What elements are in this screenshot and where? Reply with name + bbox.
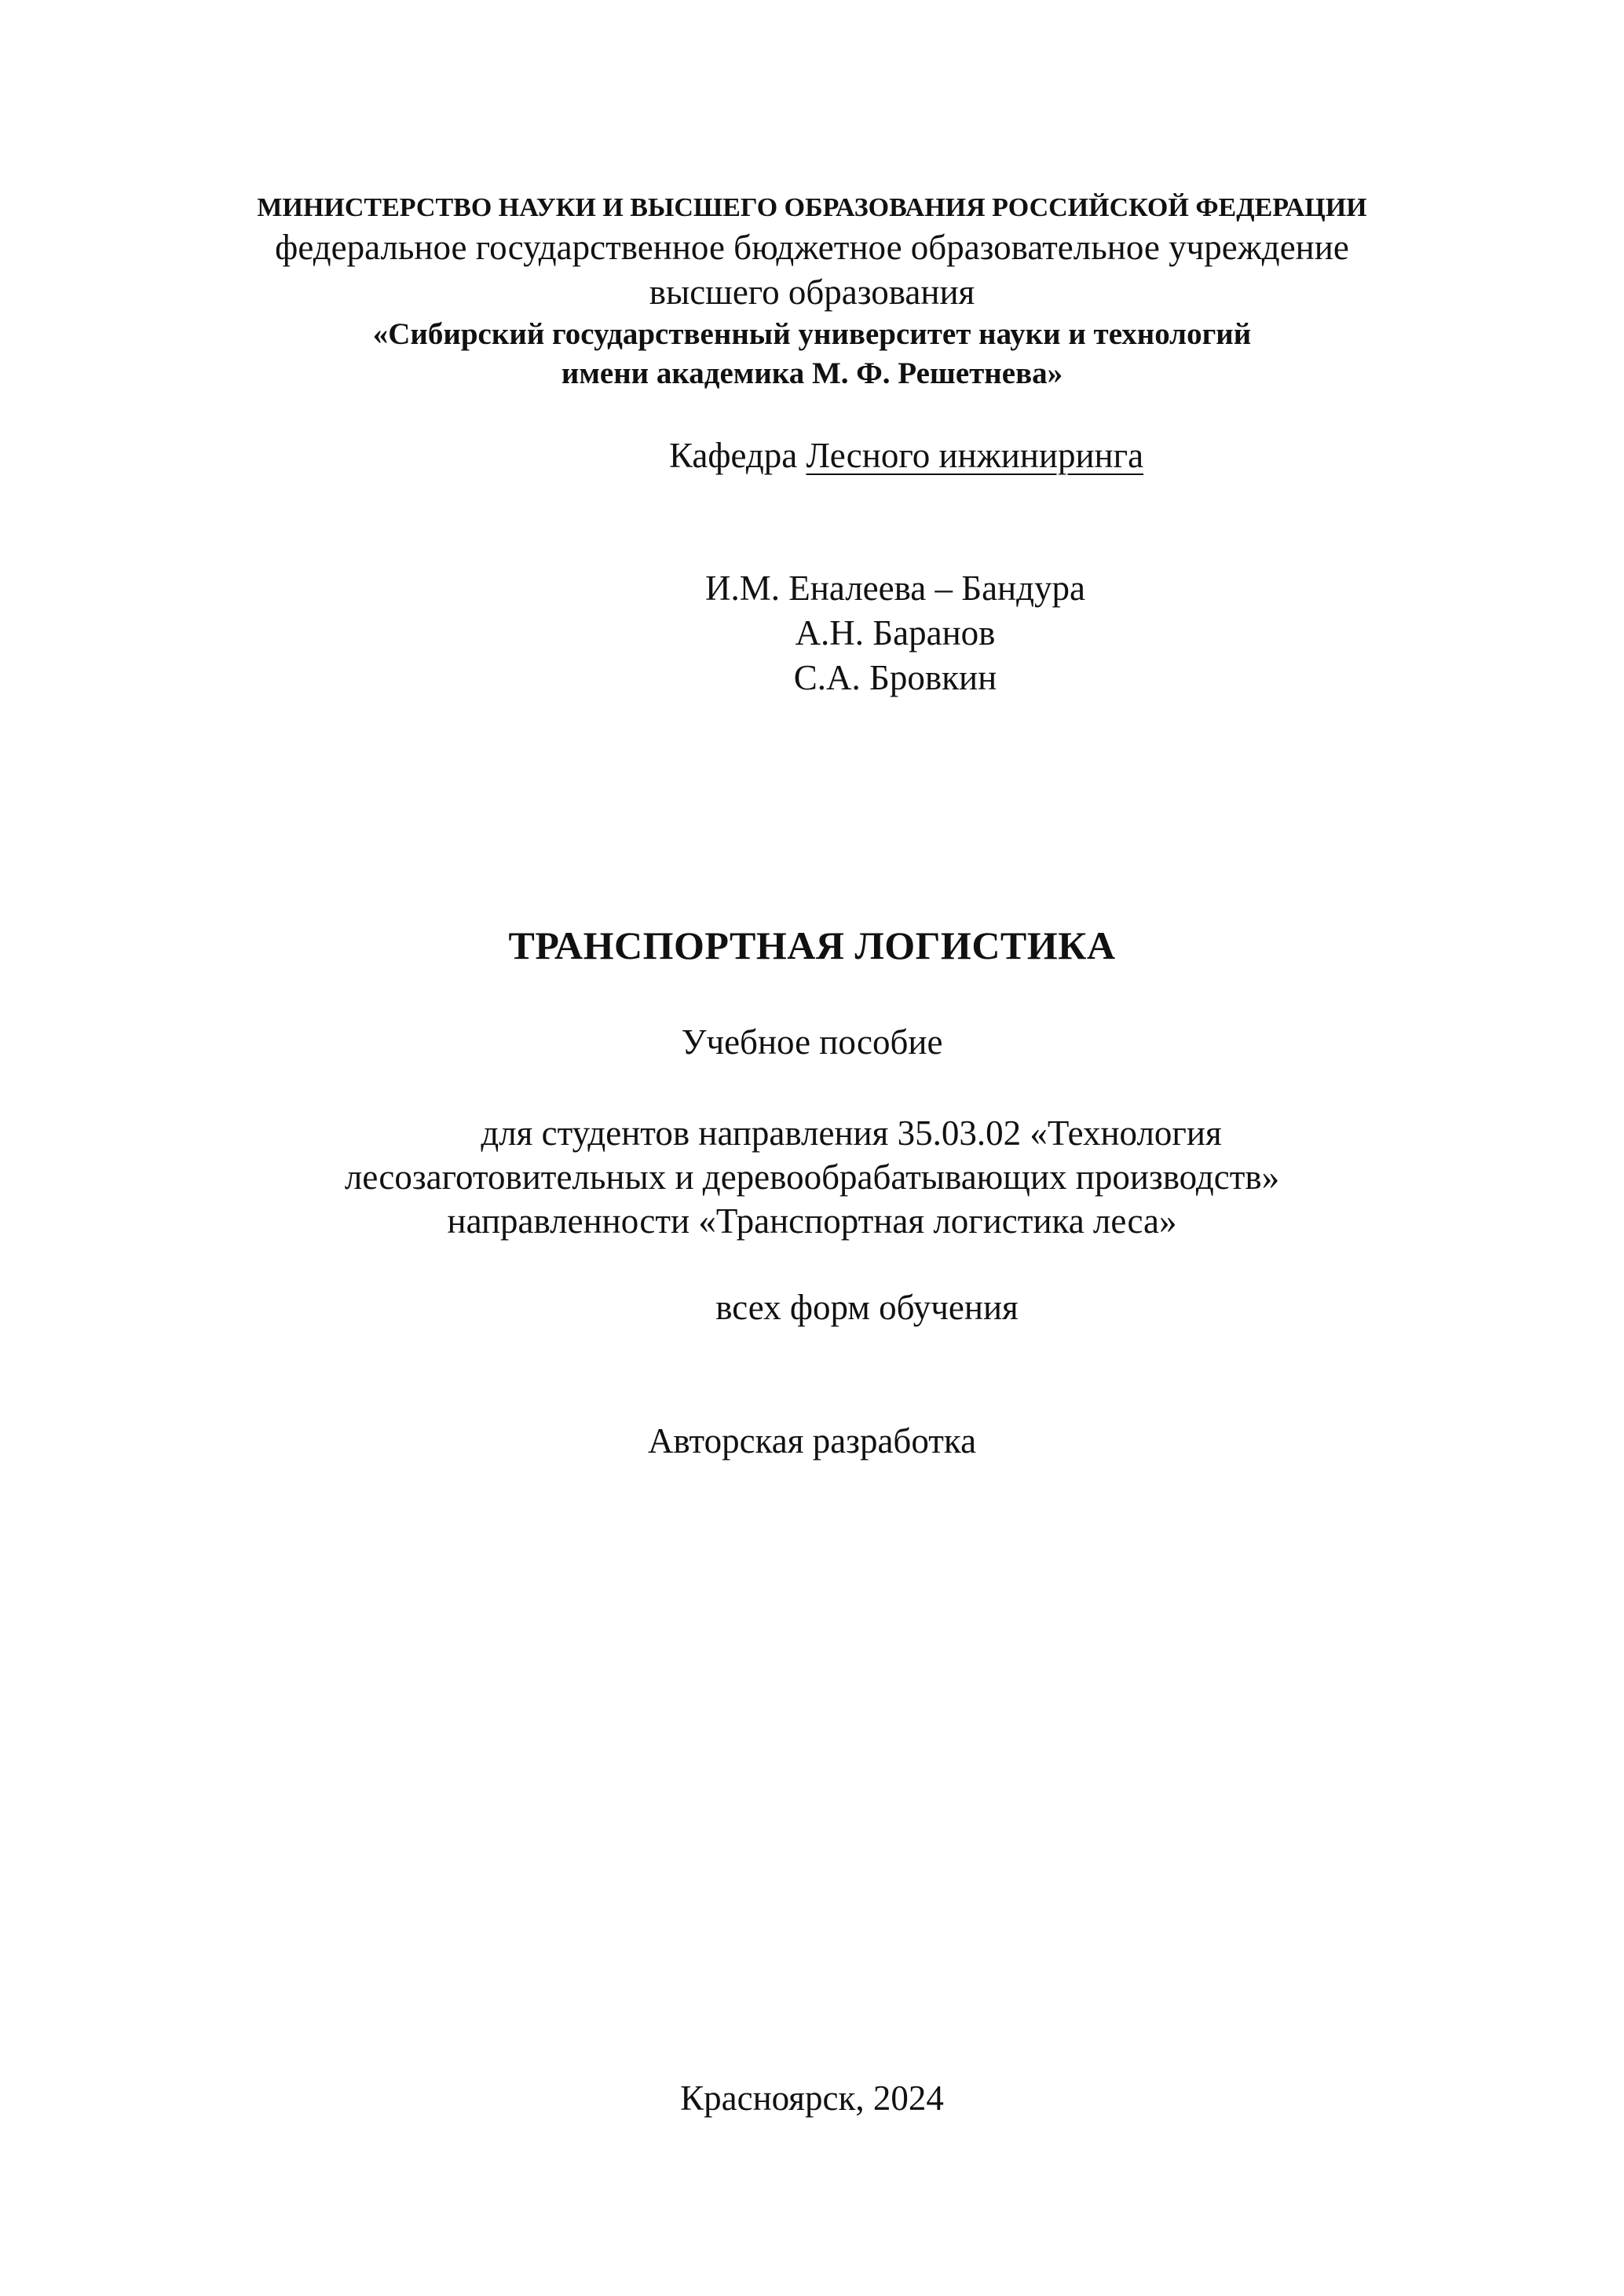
audience-line-2: лесозаготовительных и деревообрабатывающих производств» bbox=[344, 1157, 1280, 1197]
department-prefix: Кафедра bbox=[668, 436, 798, 475]
university-name-line-1: «Сибирский государственный университет науки и технологий bbox=[372, 317, 1252, 351]
ministry-heading: МИНИСТЕРСТВО НАУКИ И ВЫСШЕГО ОБРАЗОВАНИЯ РОССИЙСКОЙ ФЕДЕРАЦИИ bbox=[257, 193, 1367, 222]
institution-type-line-1: федеральное государственное бюджетное образовательное учреждение bbox=[275, 228, 1349, 267]
city-year: Красноярск, 2024 bbox=[680, 2078, 944, 2118]
department-line bbox=[94, 438, 1624, 473]
institution-type-line-2: высшего образования bbox=[649, 272, 975, 312]
author-3: С.А. Бровкин bbox=[793, 658, 997, 697]
author-1: И.М. Еналеева – Бандура bbox=[705, 569, 1085, 608]
audience-line-3: направленности «Транспортная логистика леса» bbox=[447, 1201, 1177, 1241]
document-title: ТРАНСПОРТНАЯ ЛОГИСТИКА bbox=[508, 923, 1116, 967]
department-name: Лесного инжиниринга bbox=[806, 436, 1144, 475]
university-name-line-2: имени академика М. Ф. Решетнева» bbox=[561, 356, 1063, 390]
study-forms: всех форм обучения bbox=[715, 1288, 1019, 1327]
audience-line-1: для студентов направления 35.03.02 «Технология bbox=[481, 1113, 1222, 1153]
document-subtitle: Учебное пособие bbox=[681, 1022, 943, 1062]
authorship-note: Авторская разработка bbox=[647, 1421, 977, 1461]
author-2: А.Н. Баранов bbox=[795, 613, 996, 653]
